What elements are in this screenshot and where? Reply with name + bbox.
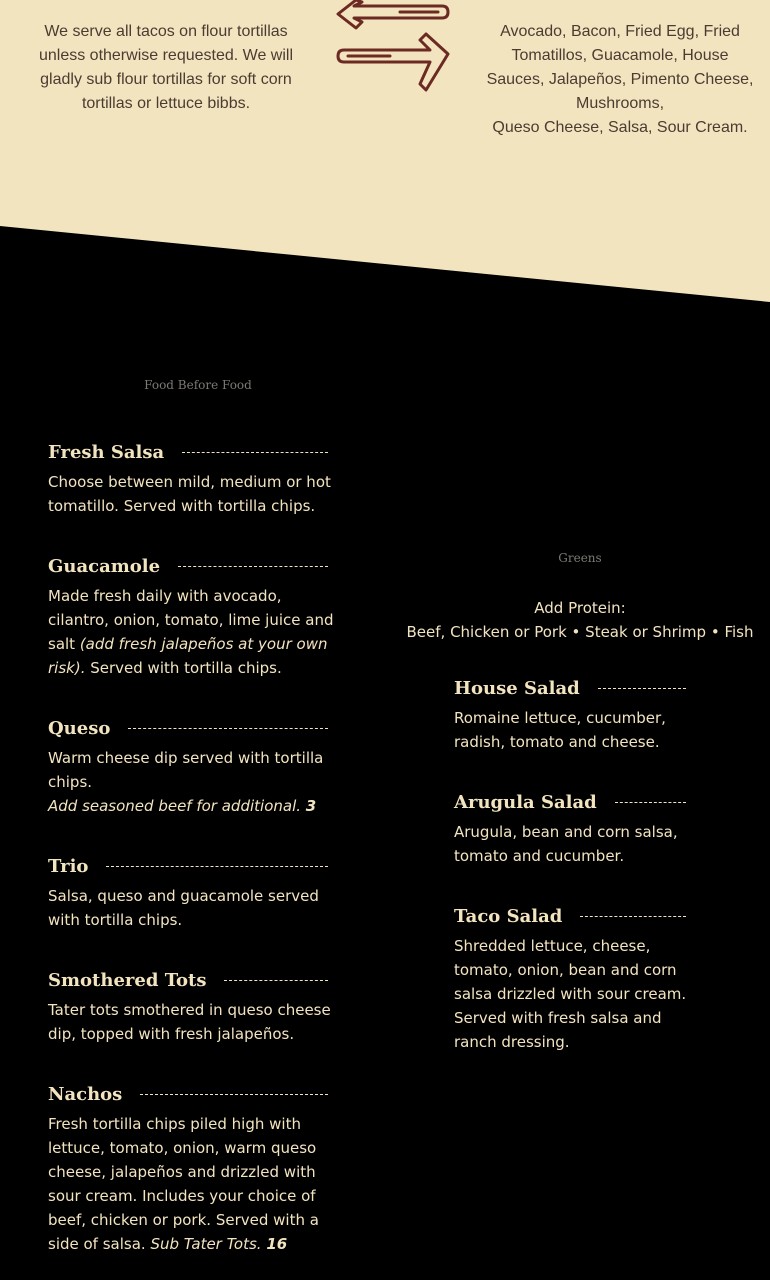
item-description: Made fresh daily with avocado, cilantro, onion, tomato, lime juice and salt (add fresh jalapeños at your own risk). Served with tortilla chips. bbox=[48, 587, 334, 677]
item-description: Choose between mild, medium or hot tomatillo. Served with tortilla chips. bbox=[48, 473, 331, 515]
top-cream-band bbox=[0, 0, 770, 320]
item-description: Romaine lettuce, cucumber, radish, tomato and cheese. bbox=[454, 709, 666, 751]
dotted-leader bbox=[598, 688, 686, 689]
dotted-leader bbox=[615, 802, 686, 803]
item-description: Warm cheese dip served with tortilla chips. Add seasoned beef for additional. 3 bbox=[48, 749, 324, 815]
dotted-leader bbox=[140, 1094, 328, 1095]
item-price: 16 bbox=[266, 1235, 288, 1253]
menu-item bbox=[454, 904, 698, 1054]
item-description: Shredded lettuce, cheese, tomato, onion, bean and corn salsa drizzled with sour cream. Served with fresh salsa and ranch dressing. bbox=[454, 937, 687, 1051]
toppings-list bbox=[486, 20, 754, 140]
section-title-food-before-food: Food Before Food bbox=[144, 378, 252, 392]
item-name: Arugula Salad bbox=[454, 791, 597, 813]
item-name: Trio bbox=[48, 855, 89, 877]
dotted-leader bbox=[580, 916, 686, 917]
appetizers-list bbox=[48, 440, 344, 1280]
toppings-line-1: Avocado, Bacon, Fried Egg, Fried Tomatillos, Guacamole, House Sauces, Jalapeños, Pimento Cheese, Mushrooms, bbox=[486, 23, 754, 112]
menu-item bbox=[48, 854, 344, 932]
menu-item bbox=[48, 1082, 344, 1256]
menu-item bbox=[454, 790, 698, 868]
item-name: Fresh Salsa bbox=[48, 441, 165, 463]
menu-item bbox=[48, 968, 344, 1046]
item-description: Salsa, queso and guacamole served with tortilla chips. bbox=[48, 887, 319, 929]
item-name: Queso bbox=[48, 717, 111, 739]
item-name: Smothered Tots bbox=[48, 969, 207, 991]
dotted-leader bbox=[224, 980, 328, 981]
add-protein-label: Add Protein: bbox=[534, 599, 626, 617]
greens-list bbox=[454, 676, 698, 1090]
item-description: Arugula, bean and corn salsa, tomato and cucumber. bbox=[454, 823, 678, 865]
add-protein-options: Beef, Chicken or Pork • Steak or Shrimp • Fish bbox=[406, 623, 754, 641]
item-name: Nachos bbox=[48, 1083, 123, 1105]
dotted-leader bbox=[106, 866, 328, 867]
dotted-leader bbox=[128, 728, 328, 729]
item-name: Guacamole bbox=[48, 555, 161, 577]
menu-item bbox=[454, 676, 698, 754]
item-description: Tater tots smothered in queso cheese dip, topped with fresh jalapeños. bbox=[48, 1001, 331, 1043]
item-name: House Salad bbox=[454, 677, 580, 699]
dotted-leader bbox=[178, 566, 328, 567]
item-name: Taco Salad bbox=[454, 905, 563, 927]
swap-arrows-icon bbox=[334, 0, 454, 94]
menu-item bbox=[48, 716, 344, 818]
add-protein-note bbox=[400, 596, 760, 644]
item-description: Fresh tortilla chips piled high with lettuce, tomato, onion, warm queso cheese, jalapeños and drizzled with sour cream. Includes your choice of beef, chicken or pork. Served with a side of salsa. Sub Tater Tots. 16 bbox=[48, 1115, 319, 1253]
section-title-greens: Greens bbox=[558, 551, 602, 565]
menu-item bbox=[48, 440, 344, 518]
toppings-line-2: Queso Cheese, Salsa, Sour Cream. bbox=[492, 119, 748, 136]
tortilla-note: We serve all tacos on flour tortillas unless otherwise requested. We will gladly sub flour tortillas for soft corn tortillas or lettuce bibbs. bbox=[38, 23, 294, 112]
menu-item bbox=[48, 554, 344, 680]
dotted-leader bbox=[182, 452, 328, 453]
item-price: 3 bbox=[305, 797, 317, 815]
